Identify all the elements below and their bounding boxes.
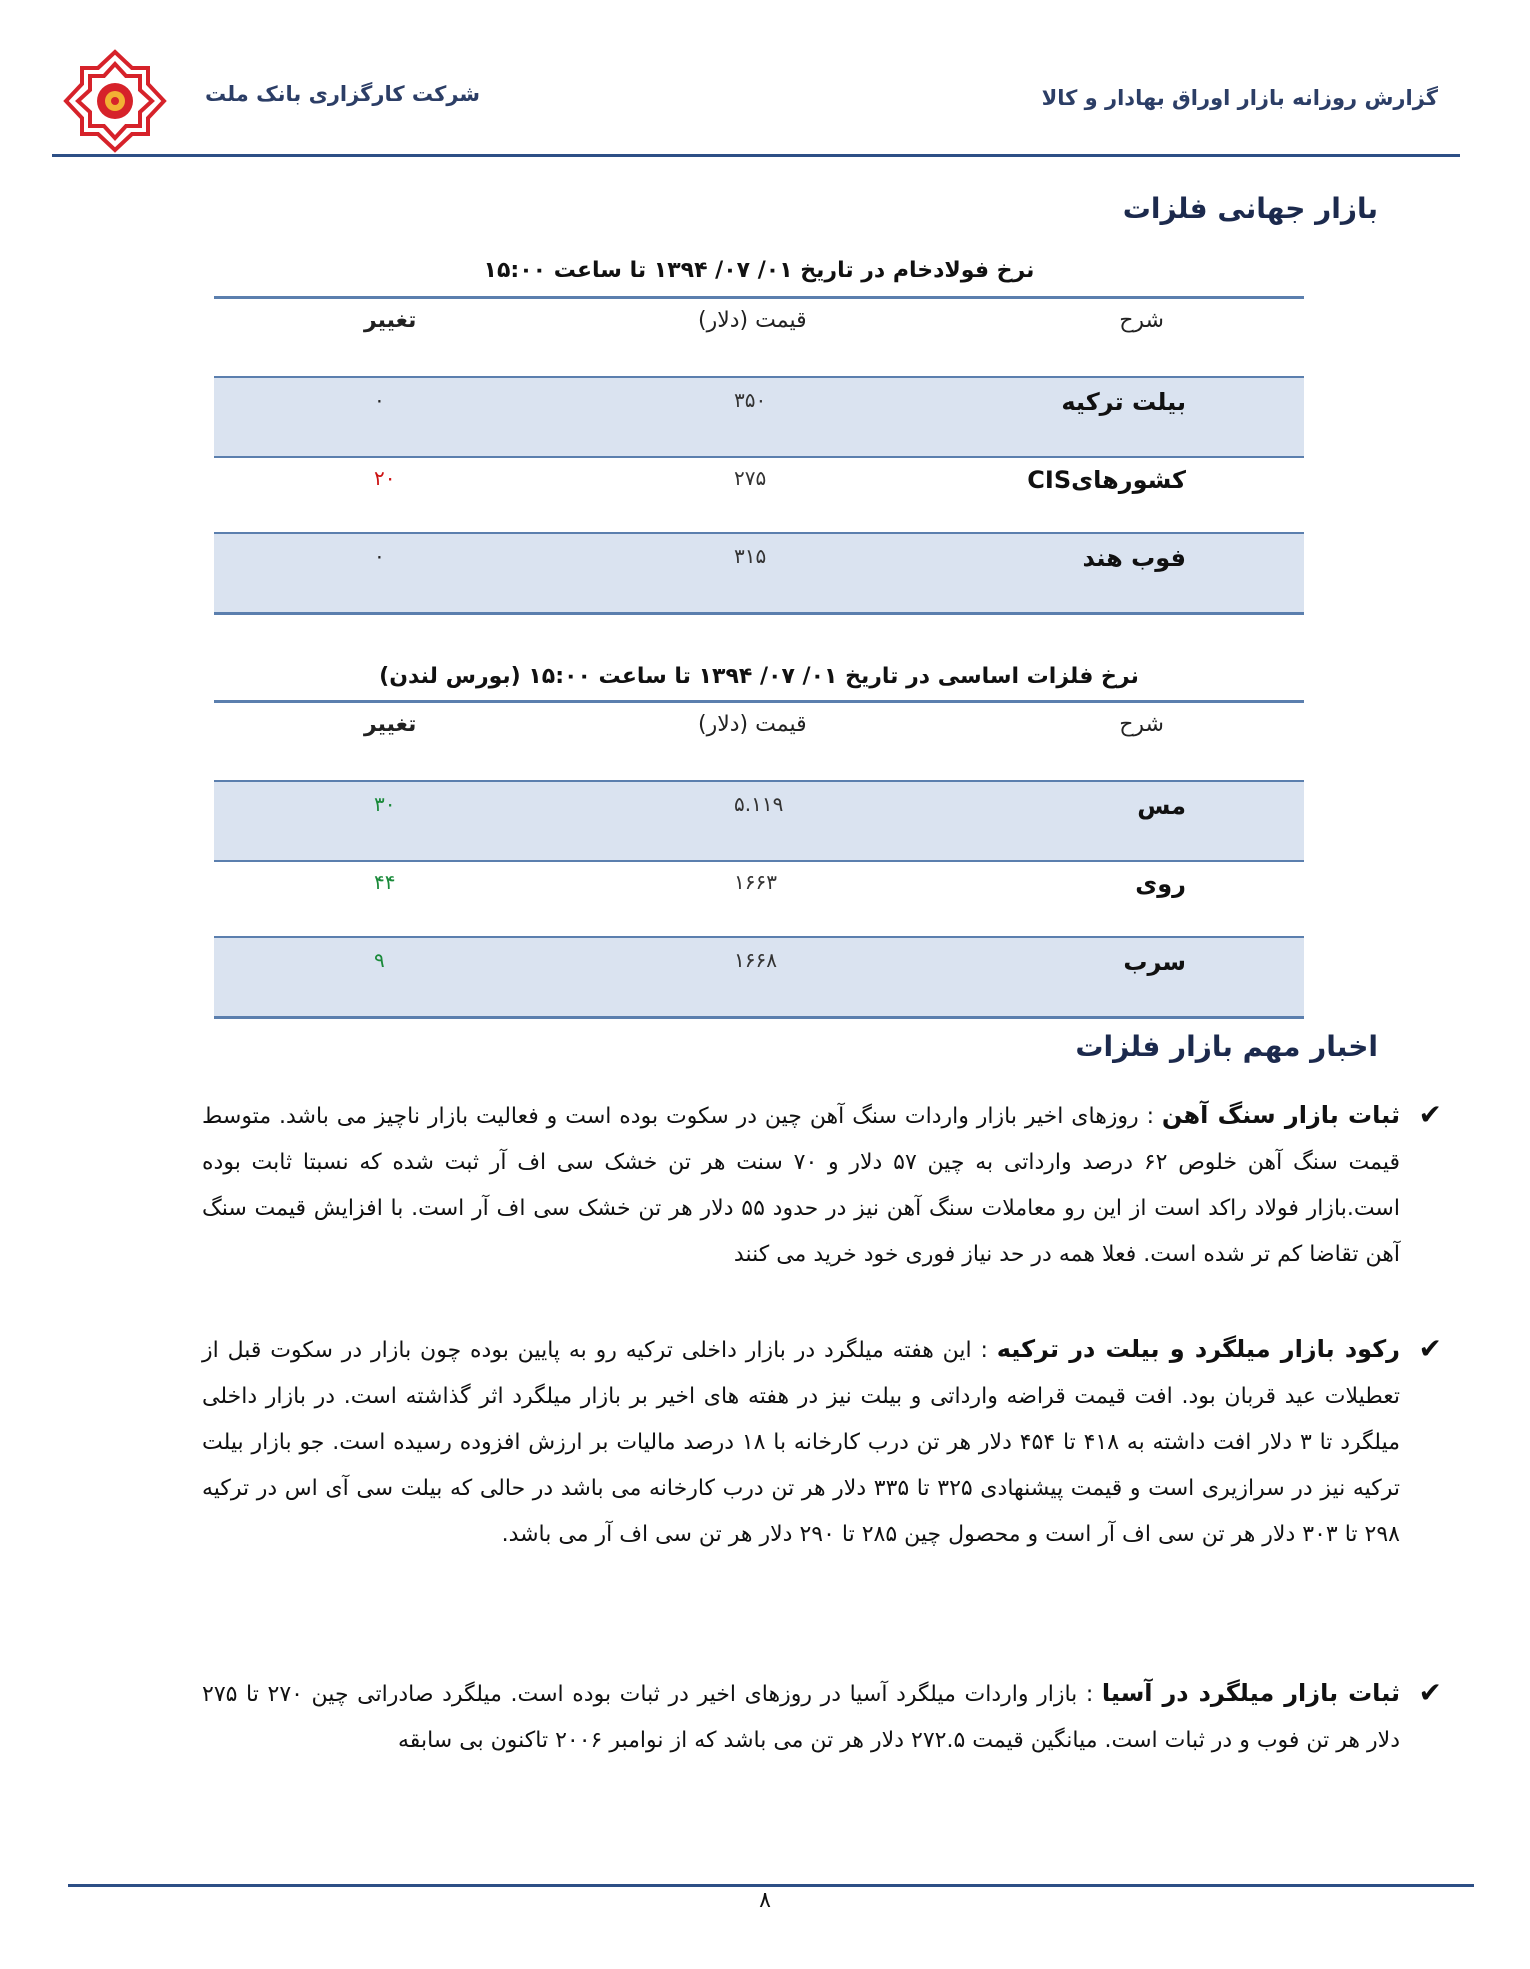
news-item — [202, 1670, 1442, 1764]
table-bottom-rule — [214, 612, 1304, 615]
row-price: ۵.۱۱۹ — [734, 792, 784, 816]
column-header-description: شرح — [1119, 308, 1164, 333]
row-description: مس — [1137, 792, 1186, 820]
row-change: ۰ — [374, 388, 385, 412]
table-bottom-rule — [214, 1016, 1304, 1019]
company-name: شرکت کارگزاری بانک ملت — [205, 82, 481, 106]
checkmark-icon: ✔ — [1418, 1332, 1442, 1365]
base-metals-price-table — [214, 700, 1304, 1020]
news-item-text: : روزهای اخیر بازار واردات سنگ آهن چین در سکوت بوده است و فعالیت بازار ناچیز می باشد. متوسط قیمت سنگ آهن خلوص ۶۲ درصد وارداتی به چین ۵۷ دلار و ۷۰ سنت هر تن خشک سی اف آر ثبت شده که نسبتا ثابت بوده است.بازار فولاد راکد است از این رو معاملات سنگ آهن نیز در حدود ۵۵ دلار هر تن خشک سی اف آر است. با افزایش قیمت سنگ آهن تقاضا کم تر شده است. فعلا همه در حد نیاز فوری خود خرید می کنند — [202, 1104, 1401, 1267]
news-item-text: : این هفته میلگرد در بازار داخلی ترکیه رو به پایین بوده چون بازار در سکوت قبل از تعطیلات عید قربان بود. افت قیمت قراضه وارداتی و بیلت نیز در هفته های اخیر بر بازار میلگرد اثر گذاشته است. در بازار داخلی میلگرد تا ۳ دلار افت داشته به ۴۱۸ تا ۴۵۴ دلار هر تن درب کارخانه با ۱۸ درصد مالیات بر ارزش افزوده رسیده است. جو بازار بیلت ترکیه نیز در سرازیری است و قیمت پیشنهادی ۳۲۵ تا ۳۳۵ دلار هر تن درب کارخانه می باشد در حالی که بیلت سی آی اس در ترکیه ۲۹۸ تا ۳۰۳ دلار هر تن سی اف آر است و محصول چین ۲۸۵ تا ۲۹۰ دلار هر تن سی اف آر می باشد. — [202, 1338, 1401, 1547]
row-change: ۹ — [374, 948, 385, 972]
row-description: بیلت ترکیه — [1061, 388, 1186, 416]
base-metals-table-caption: نرخ فلزات اساسی در تاریخ ۰۱/ ۰۷/ ۱۳۹۴ تا ساعت ۱۵:۰۰ (بورس لندن) — [379, 664, 1139, 689]
page-number: ۸ — [759, 1888, 771, 1913]
company-logo — [62, 48, 168, 154]
column-header-price: قیمت (دلار) — [698, 712, 807, 737]
row-price: ۱۶۶۳ — [734, 870, 777, 894]
checkmark-icon: ✔ — [1418, 1098, 1442, 1131]
table-row — [214, 532, 1304, 614]
table-row — [214, 456, 1304, 534]
column-header-description: شرح — [1119, 712, 1164, 737]
table-row — [214, 860, 1304, 938]
table-row — [214, 376, 1304, 458]
news-item-lead: رکود بازار میلگرد و بیلت در ترکیه — [996, 1335, 1400, 1363]
steel-price-table — [214, 296, 1304, 616]
checkmark-icon: ✔ — [1418, 1676, 1442, 1709]
section-title-metals-news: اخبار مهم بازار فلزات — [1075, 1030, 1378, 1063]
news-item — [202, 1326, 1442, 1558]
column-header-price: قیمت (دلار) — [698, 308, 807, 333]
news-item-lead: ثبات بازار سنگ آهن — [1161, 1101, 1400, 1129]
row-change: ۲۰ — [374, 466, 396, 490]
report-title: گزارش روزانه بازار اوراق بهادار و کالا — [1041, 86, 1438, 110]
row-price: ۲۷۵ — [734, 466, 767, 490]
column-header-change: تغییر — [364, 712, 417, 737]
news-item — [202, 1092, 1442, 1278]
row-description: سرب — [1123, 948, 1186, 976]
row-price: ۳۱۵ — [734, 544, 767, 568]
news-item-text: : بازار واردات میلگرد آسیا در روزهای اخیر در ثبات بوده است. میلگرد صادراتی چین ۲۷۰ تا ۲۷۵ دلار هر تن فوب و در ثبات است. میانگین قیمت ۲۷۲.۵ دلار هر تن می باشد که از نوامبر ۲۰۰۶ تاکنون بی سابقه — [202, 1682, 1400, 1753]
row-change: ۰ — [374, 544, 385, 568]
row-change: ۴۴ — [374, 870, 396, 894]
table-header-row — [214, 702, 1304, 780]
table-row — [214, 780, 1304, 862]
section-title-world-metals: بازار جهانی فلزات — [1122, 192, 1378, 225]
row-description: کشورهایCIS — [1027, 466, 1186, 494]
row-price: ۱۶۶۸ — [734, 948, 777, 972]
row-price: ۳۵۰ — [734, 388, 767, 412]
table-row — [214, 936, 1304, 1018]
table-header-row — [214, 298, 1304, 376]
header-divider — [52, 154, 1460, 157]
row-description: روی — [1135, 870, 1186, 898]
column-header-change: تغییر — [364, 308, 417, 333]
footer-divider — [68, 1884, 1474, 1887]
steel-table-caption: نرخ فولادخام در تاریخ ۰۱/ ۰۷/ ۱۳۹۴ تا ساعت ۱۵:۰۰ — [483, 258, 1035, 283]
news-item-lead: ثبات بازار میلگرد در آسیا — [1101, 1679, 1401, 1707]
row-description: فوب هند — [1082, 544, 1186, 572]
row-change: ۳۰ — [374, 792, 396, 816]
